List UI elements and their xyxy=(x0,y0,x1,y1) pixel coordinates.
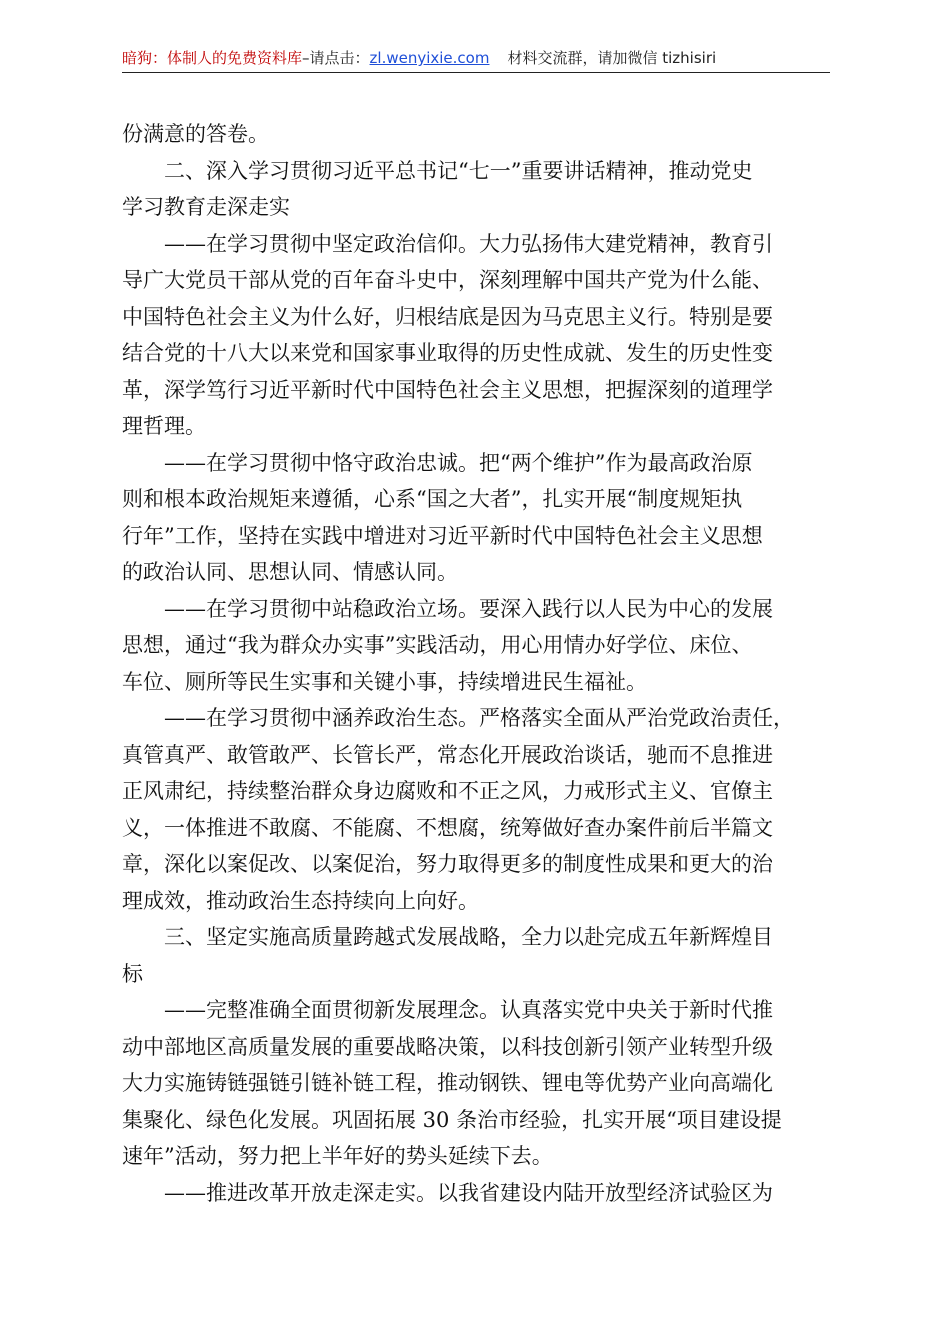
text-line: 车位、厕所等民生实事和关键小事，持续增进民生福祉。 xyxy=(122,669,647,694)
section-heading-continued: 学习教育走深走实 xyxy=(122,195,290,219)
header-group-info: 材料交流群，请加微信 tizhisiri xyxy=(507,49,717,67)
document-body xyxy=(122,116,838,1211)
text-line: 正风肃纪，持续整治群众身边腐败和不正之风，力戒形式主义、官僚主 xyxy=(122,779,773,803)
text-line: 理哲理。 xyxy=(122,414,206,438)
text-line: 份满意的答卷。 xyxy=(122,122,269,146)
text-line: 革，深学笃行习近平新时代中国特色社会主义思想，把握深刻的道理学 xyxy=(122,377,773,402)
text-line: ——完整准确全面贯彻新发展理念。认真落实党中央关于新时代推 xyxy=(164,998,773,1022)
text-line: ——在学习贯彻中涵养政治生态。严格落实全面从严治党政治责任， xyxy=(164,706,794,730)
section-heading: 三、坚定实施高质量跨越式发展战略，全力以赴完成五年新辉煌目 xyxy=(164,925,773,949)
text-line: 导广大党员干部从党的百年奋斗史中，深刻理解中国共产党为什么能、 xyxy=(122,268,773,292)
text-line: 速年”活动，努力把上半年好的势头延续下去。 xyxy=(122,1144,553,1168)
text-line: 思想，通过“我为群众办实事”实践活动，用心用情办好学位、床位、 xyxy=(122,633,753,657)
section-heading: 二、深入学习贯彻习近平总书记“七一”重要讲话精神，推动党史 xyxy=(164,158,753,183)
header-brand: 暗狗：体制人的免费资料库 xyxy=(122,49,303,67)
text-line: 行年”工作，坚持在实践中增进对习近平新时代中国特色社会主义思想 xyxy=(122,523,763,548)
text-line: 则和根本政治规矩来遵循，心系“国之大者”，扎实开展“制度规矩执 xyxy=(122,487,743,511)
text-line: 中国特色社会主义为什么好，归根结底是因为马克思主义行。特别是要 xyxy=(122,304,773,329)
text-line: ——推进改革开放走深走实。以我省建设内陆开放型经济试验区为 xyxy=(164,1180,773,1205)
text-line: ——在学习贯彻中坚定政治信仰。大力弘扬伟大建党精神，教育引 xyxy=(164,231,773,256)
text-line: 义，一体推进不敢腐、不能腐、不想腐，统筹做好查办案件前后半篇文 xyxy=(122,815,773,840)
text-line: 结合党的十八大以来党和国家事业取得的历史性成就、发生的历史性变 xyxy=(122,341,773,365)
text-line: 章，深化以案促改、以案促治，努力取得更多的制度性成果和更大的治 xyxy=(122,852,773,876)
section-heading-continued: 标 xyxy=(122,961,143,986)
text-line: 集聚化、绿色化发展。巩固拓展 30 条治市经验，扎实开展“项目建设提 xyxy=(122,1107,782,1132)
header-prompt: –请点击： xyxy=(302,49,370,67)
page-header xyxy=(122,46,830,70)
text-line: 大力实施铸链强链引链补链工程，推动钢铁、锂电等优势产业向高端化 xyxy=(122,1071,773,1095)
text-line: ——在学习贯彻中站稳政治立场。要深入践行以人民为中心的发展 xyxy=(164,596,773,621)
header-divider xyxy=(122,72,830,73)
header-link[interactable]: zl.wenyixie.com xyxy=(369,49,490,67)
text-line: 动中部地区高质量发展的重要战略决策，以科技创新引领产业转型升级 xyxy=(122,1034,773,1059)
text-line: 的政治认同、思想认同、情感认同。 xyxy=(122,560,458,584)
text-line: 真管真严、敢管敢严、长管长严，常态化开展政治谈话，驰而不息推进 xyxy=(122,742,773,767)
text-line: ——在学习贯彻中恪守政治忠诚。把“两个维护”作为最高政治原 xyxy=(164,450,753,475)
text-line: 理成效，推动政治生态持续向上向好。 xyxy=(122,888,479,913)
